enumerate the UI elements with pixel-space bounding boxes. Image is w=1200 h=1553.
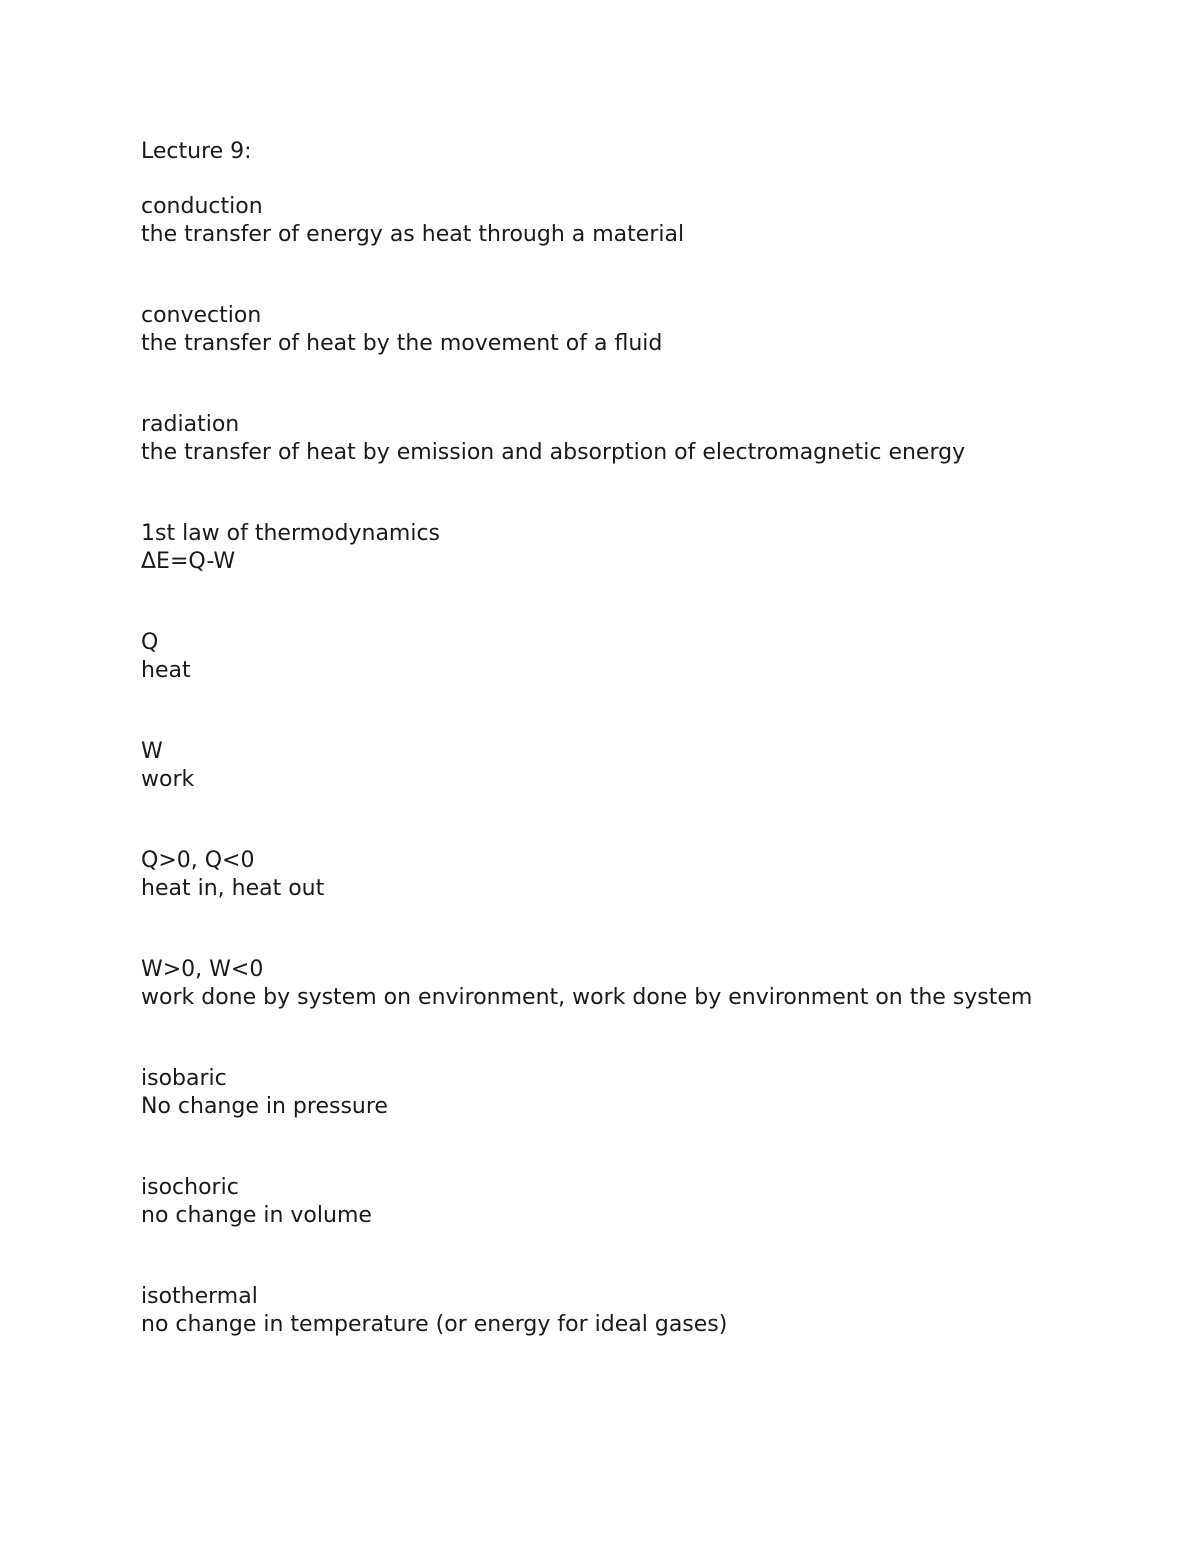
list-item <box>141 847 1041 903</box>
definition: the transfer of energy as heat through a material <box>141 222 685 247</box>
term-list <box>141 193 1041 1339</box>
list-item <box>141 1065 1041 1121</box>
term: convection <box>141 303 262 328</box>
page-title: Lecture 9: <box>141 139 252 164</box>
list-item <box>141 629 1041 685</box>
term: Q>0, Q<0 <box>141 848 255 873</box>
list-item <box>141 411 1041 467</box>
term: W <box>141 739 163 764</box>
definition: heat <box>141 658 191 683</box>
term: isochoric <box>141 1175 239 1200</box>
term: conduction <box>141 194 263 219</box>
term: radiation <box>141 412 240 437</box>
list-item <box>141 1174 1041 1230</box>
definition: ΔE=Q-W <box>141 549 236 574</box>
list-item <box>141 520 1041 576</box>
list-item <box>141 956 1041 1012</box>
definition: work <box>141 767 195 792</box>
definition: the transfer of heat by emission and absorption of electromagnetic energy <box>141 440 966 465</box>
list-item <box>141 193 1041 249</box>
definition: the transfer of heat by the movement of a fluid <box>141 331 663 356</box>
list-item <box>141 738 1041 794</box>
term: Q <box>141 630 159 655</box>
list-item <box>141 1283 1041 1339</box>
definition: heat in, heat out <box>141 876 325 901</box>
definition: work done by system on environment, work done by environment on the system <box>141 985 1033 1010</box>
definition: no change in temperature (or energy for ideal gases) <box>141 1312 728 1337</box>
term: 1st law of thermodynamics <box>141 521 441 546</box>
term: W>0, W<0 <box>141 957 264 982</box>
list-item <box>141 302 1041 358</box>
document-page <box>141 138 1041 1392</box>
term: isothermal <box>141 1284 258 1309</box>
definition: no change in volume <box>141 1203 372 1228</box>
definition: No change in pressure <box>141 1094 388 1119</box>
term: isobaric <box>141 1066 227 1091</box>
